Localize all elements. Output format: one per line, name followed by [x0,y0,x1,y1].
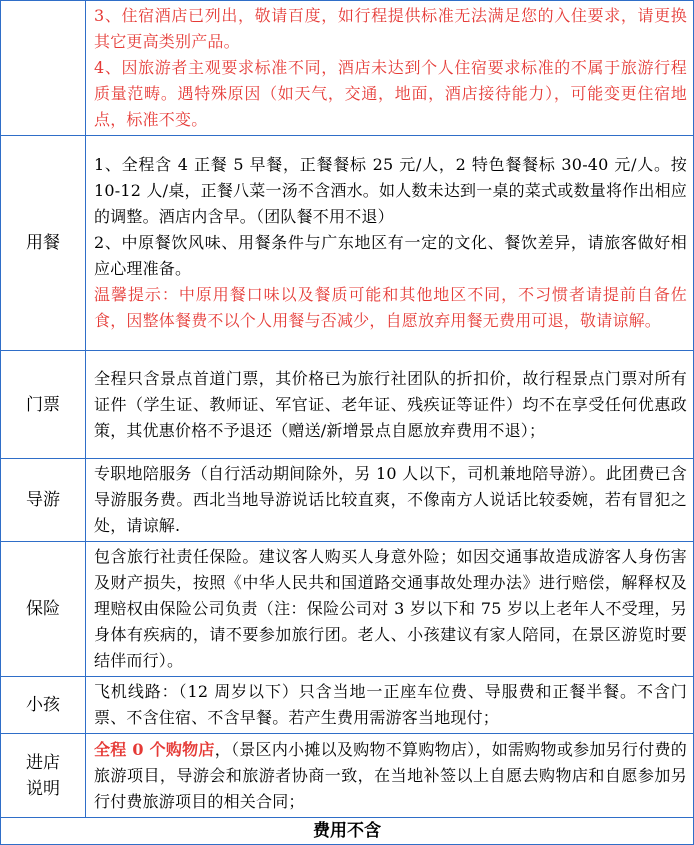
table-row-shopping [1,734,694,818]
section-heading-excluded-costs: 费用不含 [1,818,694,845]
row-label-shopping: 进店 说明 [1,734,86,818]
hotel-note-4: 4、因旅游者主观要求标准不同，酒店未达到个人住宿要求标准的不属于旅游行程质量范畴。遇特殊原因（如天气，交通，地面，酒店接待能力），可能变更住宿地点，标准不变。 [94,58,687,129]
insurance-notes [86,542,694,677]
tickets-notes [86,351,694,459]
child-notes [86,677,694,734]
meals-notes [86,136,694,351]
row-label-child: 小孩 [1,677,86,734]
row-label-tickets: 门票 [1,351,86,459]
tickets-text: 全程只含景点首道门票，其价格已为旅行社团队的折扣价，故行程景点门票对所有证件（学生证、教师证、军官证、老年证、残疾证等证件）均不在享受任何优惠政策，其优惠价格不予退还（赠送/新增景点自愿放弃费用不退）； [94,368,687,440]
row-label-insurance: 保险 [1,542,86,677]
table-row-hotel [1,1,694,136]
row-label-hotel [1,1,86,136]
row-label-guide: 导游 [1,459,86,542]
hotel-note-3: 3、住宿酒店已列出，敬请百度，如行程提供标准无法满足您的入住要求，请更换其它更高类别产品。 [94,6,687,51]
hotel-notes [86,1,694,136]
guide-text: 专职地陪服务（自行活动期间除外，另 10 人以下，司机兼地陪导游）。此团费已含导游服务费。西北当地导游说话比较直爽，不像南方人说话比较委婉，若有冒犯之处，请谅解. [94,464,687,535]
table-row-tickets [1,351,694,459]
shopping-text [94,737,687,815]
meals-tip: 温馨提示：中原用餐口味以及餐质可能和其他地区不同，不习惯者请提前自备佐食，因整体餐费不以个人用餐与否减少，自愿放弃用餐无费用可退，敬请谅解。 [94,285,687,330]
row-label-meals: 用餐 [1,136,86,351]
table-row-meals [1,136,694,351]
child-text: 飞机线路：（12 周岁以下）只含当地一正座车位费、导服费和正餐半餐。不含门票、不含住宿、不含早餐。若产生费用需游客当地现付； [94,682,687,727]
insurance-text: 包含旅行社责任保险。建议客人购买人身意外险；如因交通事故造成游客人身伤害及财产损失，按照《中华人民共和国道路交通事故处理办法》进行赔偿，解释权及理赔权由保险公司负责（注：保险公司对 3 岁以下和 75 岁以上老年人不受理，另身体有疾病的，请不要参加旅行团。老人、小孩建议有家人陪同，在景区游览时要结伴而行）。 [94,547,687,670]
table-row-guide [1,459,694,542]
table-row-child [1,677,694,734]
shopping-detail: ，（景区内小摊以及购物不算购物店），如需购物或参加另行付费的旅游项目，导游会和旅游者协商一致，在当地补签以上自愿去购物店和自愿参加另行付费旅游项目的相关合同； [94,739,687,811]
table-row-footer [1,818,694,845]
guide-notes [86,459,694,542]
table-row-insurance [1,542,694,677]
meals-note-2: 2、中原餐饮风味、用餐条件与广东地区有一定的文化、餐饮差异，请旅客做好相应心理准备。 [94,233,687,278]
meals-note-1: 1、全程含 4 正餐 5 早餐，正餐餐标 25 元/人，2 特色餐餐标 30-40 元/人。按 10-12 人/桌，正餐八菜一汤不含酒水。如人数未达到一桌的菜式或数量将作出相应的调整。酒店内含早。（团队餐不用不退） [94,155,687,226]
shopping-notes [86,734,694,818]
zero-shops-highlight: 全程 0 个购物店 [94,739,215,759]
